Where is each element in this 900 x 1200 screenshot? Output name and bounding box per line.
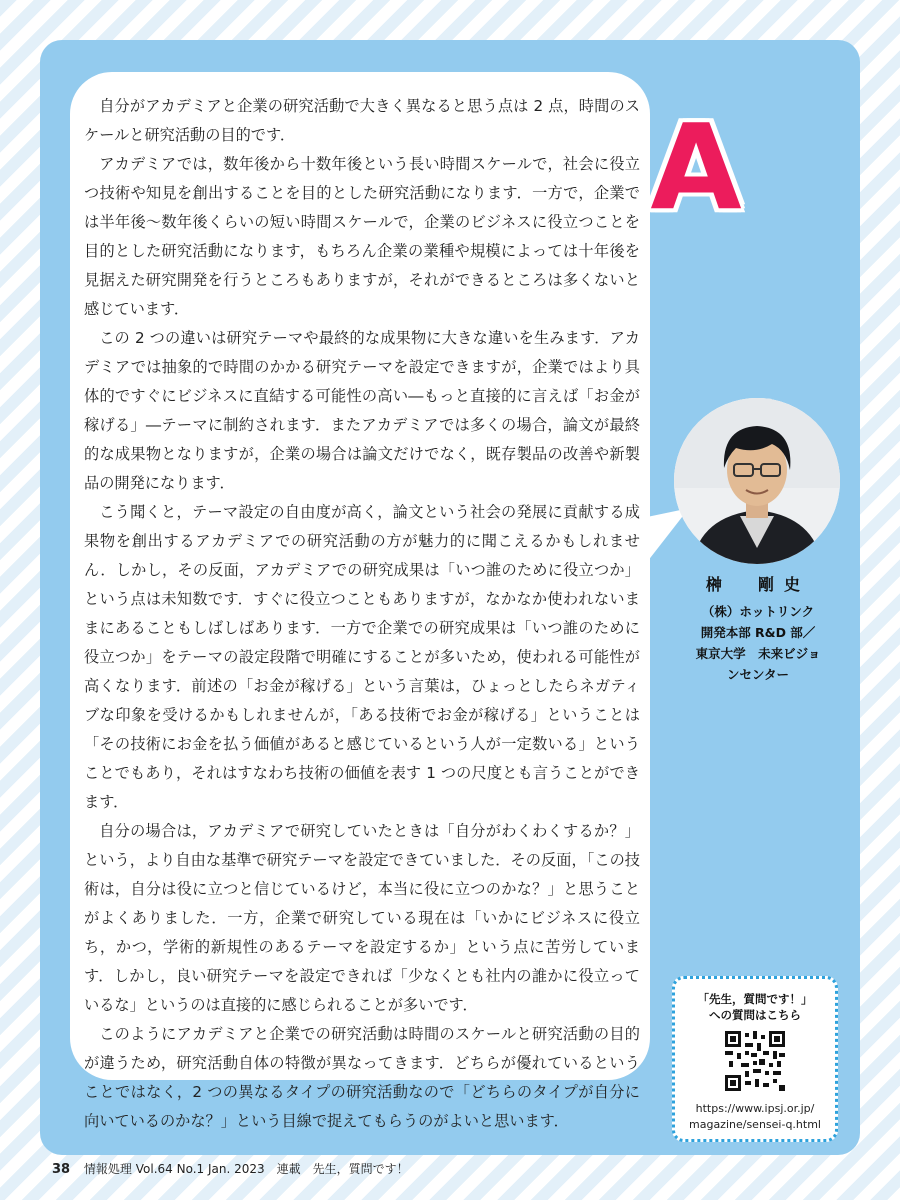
- paragraph-1: 自分がアカデミアと企業の研究活動で大きく異なると思う点は 2 点，時間のスケールと研究活動の目的です．: [84, 97, 640, 144]
- question-box-title-1: 「先生，質問です！」: [697, 992, 813, 1006]
- footer-text: 情報処理 Vol.64 No.1 Jan. 2023 連載 先生，質問です！: [83, 1162, 409, 1176]
- page-footer: [52, 1160, 409, 1177]
- question-url-2[interactable]: magazine/sensei-q.html: [689, 1118, 821, 1131]
- author-profile: [668, 572, 848, 685]
- answer-body: [84, 92, 640, 1136]
- question-url-1[interactable]: https://www.ipsj.or.jp/: [695, 1102, 815, 1115]
- author-affiliation-1: （株）ホットリンク: [701, 604, 815, 619]
- author-affiliation-2: 開発本部 R&D 部／: [700, 625, 816, 640]
- question-box: [672, 976, 838, 1142]
- page-number: 38: [52, 1162, 71, 1177]
- answer-letter: A: [650, 98, 742, 236]
- paragraph-3: この 2 つの違いは研究テーマや最終的な成果物に大きな違いを生みます．アカデミアでは抽象的で時間のかかる研究テーマを設定できますが，企業ではより具体的ですぐにビジネスに直結する可能性の高い―もっと直接的に言えば「お金が稼げる」―テーマに制約されます．またアカデミアでは多くの場合，論文が最終的な成果物となりますが，企業の場合は論文だけでなく，既存製品の改善や新製品の開発になります．: [84, 329, 640, 492]
- author-affiliation-4: ンセンター: [726, 667, 789, 682]
- paragraph-4: こう聞くと，テーマ設定の自由度が高く，論文という社会の発展に貢献する成果物を創出するアカデミアでの研究活動の方が魅力的に聞こえるかもしれません．しかし，その反面，アカデミアでの研究成果は「いつ誰のために役立つか」という点は未知数です．すぐに役立つこともありますが，なかなか使われないままにあることもしばしばあります．一方で企業での研究成果は「いつ誰のために役立つか」をテーマの設定段階で明確にすることが多いため，使われる可能性が高くなります．前述の「お金が稼げる」という言葉は，ひょっとしたらネガティブな印象を受けるかもしれませんが，「ある技術でお金が稼げる」ということは「その技術にお金を払う価値があると感じているという人が一定数いる」ということでもあり，それはすなわち技術の価値を表す 1 つの尺度とも言うことができます．: [84, 503, 640, 811]
- paragraph-2: アカデミアでは，数年後から十数年後という長い時間スケールで，社会に役立つ技術や知見を創出することを目的とした研究活動になります．一方で，企業では半年後〜数年後くらいの短い時間スケールで，企業のビジネスに役立つことを目的とした研究活動になります，もちろん企業の業種や規模によっては十年後を見据えた研究開発を行うところもありますが，それができるところは多くないと感じています．: [84, 155, 640, 318]
- qr-code-icon[interactable]: [725, 1031, 785, 1091]
- author-name: 榊 剛史: [705, 575, 810, 594]
- author-affiliation-3: 東京大学 未来ビジョ: [695, 646, 821, 661]
- paragraph-6: このようにアカデミアと企業での研究活動は時間のスケールと研究活動の目的が違うため，研究活動自体の特徴が異なってきます．どちらが優れているということではなく，2 つの異なるタイプの研究活動なので「どちらのタイプが自分に向いているのかな？」という目線で捉えてもらうのがよいと思います．: [84, 1025, 640, 1130]
- author-photo: [674, 398, 840, 564]
- question-box-title-2: への質問はこちら: [709, 1008, 801, 1022]
- paragraph-5: 自分の場合は，アカデミアで研究していたときは「自分がわくわくするか？」という，より自由な基準で研究テーマを設定できていました．その反面，「この技術は，自分は役に立つと信じているけど，本当に役に立つのかな？」と思うことがよくありました．一方，企業で研究している現在は「いかにビジネスに役立ち，かつ，学術的新規性のあるテーマを設定するか」という点に苦労しています．しかし，良い研究テーマを設定できれば「少なくとも社内の誰かに役立っているな」というのは直接的に感じられることが多いです．: [84, 822, 640, 1014]
